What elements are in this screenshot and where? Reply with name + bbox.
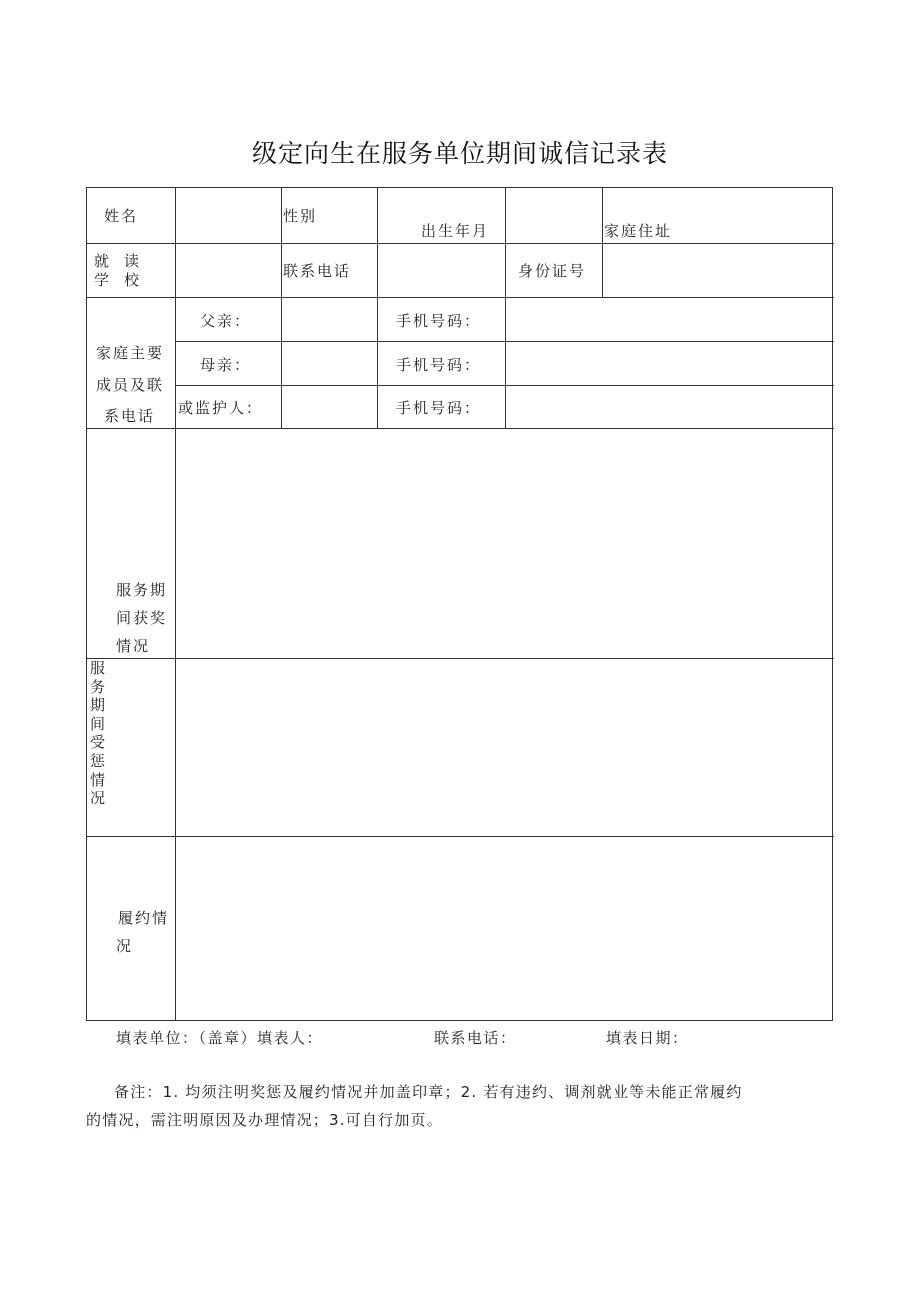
birth-label: 出生年月 (421, 222, 490, 240)
school-label-line2: 学 校 (94, 271, 140, 289)
row-divider (87, 428, 834, 429)
gender-field[interactable] (378, 189, 418, 241)
footer-unit: 填表单位：（盖章）填表人： (116, 1029, 324, 1047)
guardian-name-field[interactable] (282, 386, 374, 428)
awards-label-line1: 服务期 (116, 581, 168, 599)
father-mobile-label: 手机号码： (396, 312, 482, 330)
father-label: 父亲： (200, 312, 252, 330)
family-label-line3: 系电话 (104, 407, 156, 425)
father-mobile-field[interactable] (507, 298, 830, 340)
awards-field[interactable] (176, 430, 830, 656)
remark-line-1: 备注：1. 均须注明奖惩及履约情况并加盖印章；2. 若有违约、调剂就业等未能正常履约 (114, 1083, 743, 1101)
footer-date: 填表日期： (606, 1029, 689, 1047)
family-label-line2: 成员及联 (96, 376, 165, 394)
phone-label: 联系电话 (283, 262, 352, 280)
punish-field[interactable] (176, 660, 830, 834)
id-number-label: 身份证号 (518, 262, 587, 280)
guardian-label: 或监护人： (178, 399, 264, 417)
name-field[interactable] (176, 189, 279, 241)
col-divider (505, 188, 506, 428)
address-field[interactable] (690, 189, 830, 241)
mother-label: 母亲： (200, 356, 252, 374)
address-label: 家庭住址 (604, 222, 673, 240)
phone-field[interactable] (378, 244, 504, 296)
row-divider (87, 658, 834, 659)
family-label-line1: 家庭主要 (96, 344, 165, 362)
name-label: 姓名 (104, 207, 139, 225)
perform-field[interactable] (176, 838, 830, 1018)
father-name-field[interactable] (282, 298, 374, 340)
gender-label: 性别 (283, 207, 318, 225)
footer-phone: 联系电话： (434, 1029, 517, 1047)
mother-name-field[interactable] (282, 342, 374, 384)
guardian-mobile-label: 手机号码： (396, 399, 482, 417)
school-field[interactable] (176, 244, 279, 296)
awards-label-line2: 间获奖 (116, 609, 168, 627)
mother-mobile-label: 手机号码： (396, 356, 482, 374)
id-number-field[interactable] (604, 244, 830, 296)
remark-note (86, 1078, 824, 1134)
perform-label-line1: 履约情 (118, 909, 170, 927)
guardian-mobile-field[interactable] (507, 386, 830, 428)
awards-label-line3: 情况 (116, 637, 151, 655)
remark-line-2: 的情况，需注明原因及办理情况；3.可自行加页。 (86, 1111, 443, 1129)
row-divider (87, 836, 834, 837)
mother-mobile-field[interactable] (507, 342, 830, 384)
school-label-line1: 就 读 (94, 252, 140, 270)
birth-field[interactable] (507, 189, 601, 241)
punish-label: 服务期间受惩情况 (90, 659, 106, 808)
form-title: 级定向生在服务单位期间诚信记录表 (251, 139, 668, 168)
perform-label-line2: 况 (116, 937, 134, 955)
col-divider (602, 188, 603, 297)
